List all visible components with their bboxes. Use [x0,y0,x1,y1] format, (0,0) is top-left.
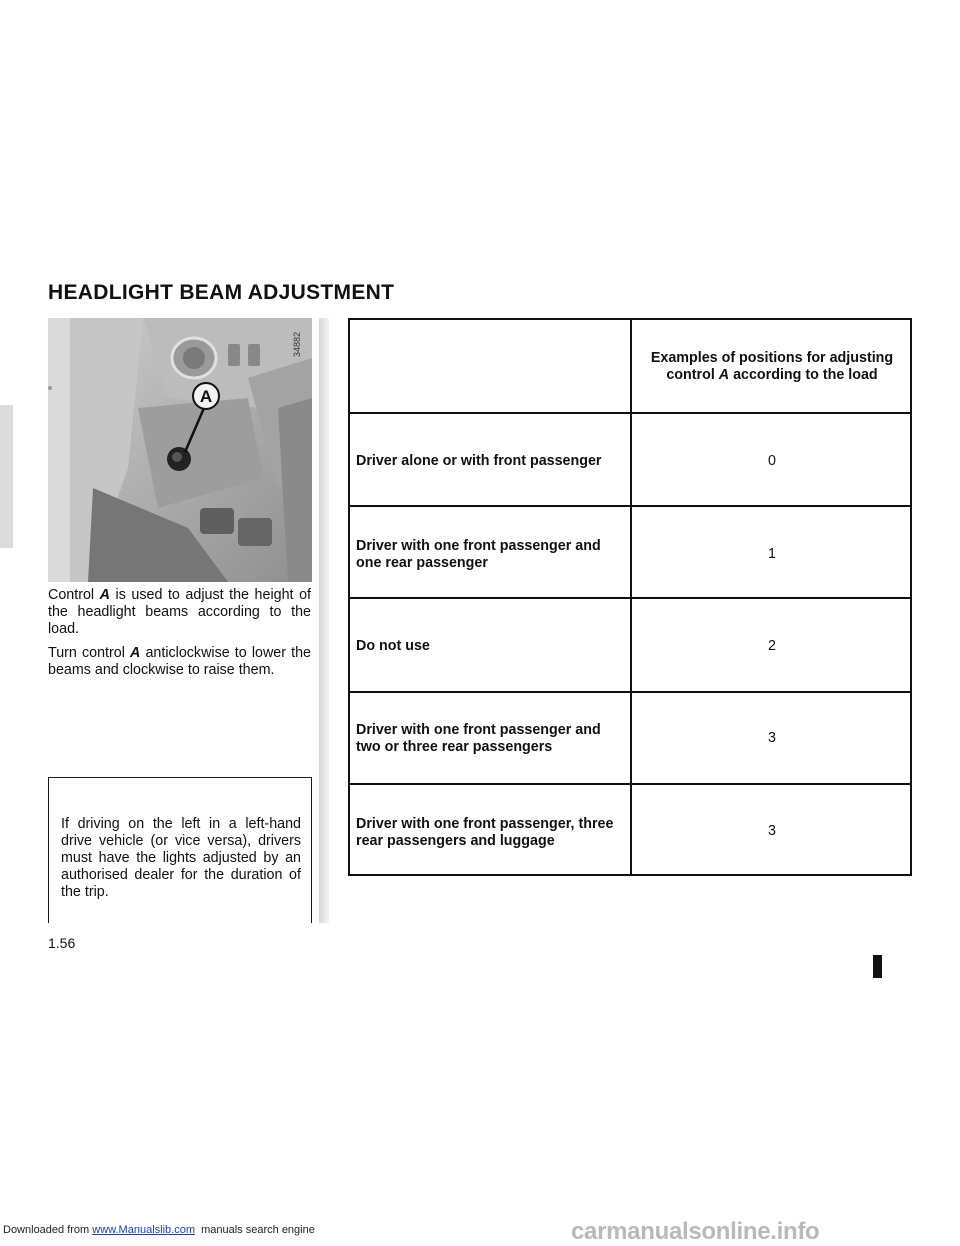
callout-label: A [199,387,213,406]
dashboard-photo [48,318,312,582]
table-header-text-start: Examples of positions for adjusting control [650,350,894,383]
table-row-load: Driver with one front passenger, three rear passengers and luggage [356,816,614,849]
table-rule [350,505,910,507]
para2-control-letter: A [130,645,141,661]
dashboard-illustration [48,318,312,582]
download-banner [3,1224,315,1236]
table-header-text-end: according to the load [729,367,878,383]
table-row-position: 0 [768,453,776,469]
table-rule [350,412,910,414]
load-position-table [348,318,912,876]
table-row-position: 1 [768,546,776,562]
table-row-load: Driver with one front passenger and two or three rear passengers [356,722,601,755]
column-divider [319,318,329,923]
table-row-position: 3 [768,823,776,839]
para2-text-start: Turn control [48,645,131,661]
section-end-marker [873,955,882,978]
note-text: If driving on the left in a left-hand drive vehicle (or vice versa), drivers must have the lights adjusted by an authorised dealer for the duration of the trip. [61,816,301,900]
watermark: carmanualsonline.info [571,1218,820,1245]
table-row-position: 3 [768,730,776,746]
table-rule [350,597,910,599]
chapter-tab [0,405,13,548]
table-row-load: Driver alone or with front passenger [356,453,602,469]
table-row-load: Do not use [356,638,430,654]
download-suffix: manuals search engine [201,1224,315,1236]
table-rule [350,691,910,693]
para2-text-end: anticlockwise to lower the beams and clockwise to raise them. [48,645,311,678]
table-rule [350,783,910,785]
figure-code: 34882 [292,331,302,357]
page-number: 1.56 [48,935,76,951]
para1-text-start: Control [48,587,100,603]
table-header [632,350,912,384]
para1-text-end: is used to adjust the height of the headlight beams according to the load. [48,587,311,637]
download-prefix: Downloaded from [3,1224,90,1236]
paragraph-control-description [48,587,311,638]
table-header-control-letter: A [718,367,730,383]
table-row-position: 2 [768,638,776,654]
para1-control-letter: A [99,587,110,603]
manualslib-link[interactable]: www.Manualslib.com [92,1224,195,1236]
paragraph-turn-instruction [48,645,311,679]
table-row-load: Driver with one front passenger and one rear passenger [356,538,601,571]
page-title: HEADLIGHT BEAM ADJUSTMENT [48,281,395,304]
